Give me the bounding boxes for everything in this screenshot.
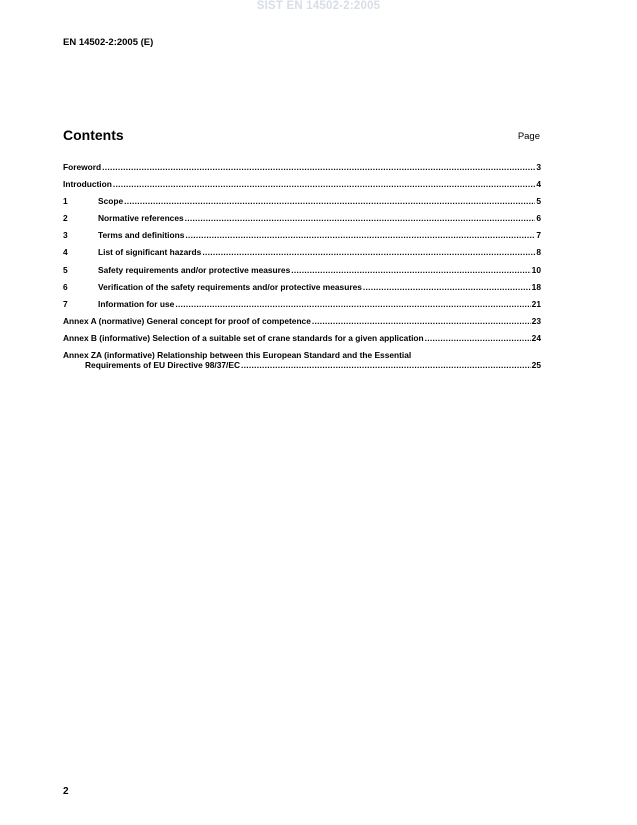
toc-dot-leader: [124, 196, 535, 206]
toc-entry-number: 5: [63, 264, 68, 275]
toc-entry-title: Scope: [98, 196, 124, 207]
toc-dot-leader: [363, 282, 531, 292]
toc-entry-title: Safety requirements and/or protective measures: [98, 264, 291, 275]
toc-entry-page: 23: [531, 315, 541, 326]
toc-entry-page: 10: [531, 264, 541, 275]
toc-dot-leader: [113, 179, 535, 189]
document-id: EN 14502-2:2005 (E): [63, 37, 154, 48]
toc-entry-number: 3: [63, 230, 68, 241]
toc-entry-safety-requirements[interactable]: [63, 265, 541, 282]
toc-dot-leader: [185, 213, 536, 223]
toc-entry-verification[interactable]: [63, 282, 541, 299]
toc-entry-title-continued: Requirements of EU Directive 98/37/EC: [85, 360, 240, 371]
toc-entry-title: Annex A (normative) General concept for proof of competence: [63, 315, 311, 326]
toc-entry-page: 7: [536, 230, 541, 241]
toc-entry-title: Annex ZA (informative) Relationship between this European Standard and the Essential: [63, 350, 412, 361]
toc-entry-title: Normative references: [98, 213, 184, 224]
toc-entry-page: 5: [536, 196, 541, 207]
toc-entry-annex-za[interactable]: [63, 350, 541, 370]
table-of-contents: [63, 162, 541, 370]
toc-entry-number: 7: [63, 298, 68, 309]
toc-entry-page: 25: [531, 360, 541, 371]
toc-entry-terms-definitions[interactable]: [63, 230, 541, 247]
toc-entry-number: 6: [63, 281, 68, 292]
toc-entry-page: 24: [531, 332, 541, 343]
toc-entry-annex-a[interactable]: [63, 316, 541, 333]
toc-entry-page: 18: [531, 281, 541, 292]
toc-entry-continuation: [63, 360, 541, 370]
toc-entry-foreword[interactable]: [63, 162, 541, 179]
toc-entry-annex-b[interactable]: [63, 333, 541, 350]
toc-entry-introduction[interactable]: [63, 179, 541, 196]
toc-entry-hazards[interactable]: [63, 247, 541, 264]
toc-entry-page: 3: [536, 162, 541, 172]
toc-entry-title: Annex B (informative) Selection of a suitable set of crane standards for a given application: [63, 332, 424, 343]
toc-entry-title: List of significant hazards: [98, 247, 202, 258]
toc-entry-title: Information for use: [98, 298, 175, 309]
toc-entry-scope[interactable]: [63, 196, 541, 213]
toc-entry-number: 1: [63, 196, 68, 207]
toc-entry-title: Foreword: [63, 162, 102, 172]
toc-entry-number: 4: [63, 247, 68, 258]
page-number: 2: [63, 786, 69, 797]
toc-dot-leader: [102, 162, 535, 172]
toc-dot-leader: [241, 360, 531, 370]
contents-heading: Contents: [63, 127, 124, 143]
toc-entry-normative-references[interactable]: [63, 213, 541, 230]
toc-dot-leader: [202, 247, 535, 257]
toc-dot-leader: [425, 333, 531, 343]
toc-entry-page: 4: [536, 179, 541, 190]
toc-dot-leader: [185, 230, 535, 240]
toc-entry-title: Terms and definitions: [98, 230, 185, 241]
toc-entry-page: 6: [536, 213, 541, 224]
watermark: SIST EN 14502-2:2005: [256, 0, 381, 12]
toc-entry-page: 8: [536, 247, 541, 258]
toc-entry-page: 21: [531, 298, 541, 309]
toc-dot-leader: [175, 299, 530, 309]
toc-dot-leader: [291, 265, 530, 275]
toc-entry-information-for-use[interactable]: [63, 299, 541, 316]
toc-entry-title: Introduction: [63, 179, 112, 190]
toc-dot-leader: [312, 316, 531, 326]
toc-entry-title: Verification of the safety requirements and/or protective measures: [98, 281, 362, 292]
toc-entry-number: 2: [63, 213, 68, 224]
page-column-label: Page: [517, 131, 540, 142]
